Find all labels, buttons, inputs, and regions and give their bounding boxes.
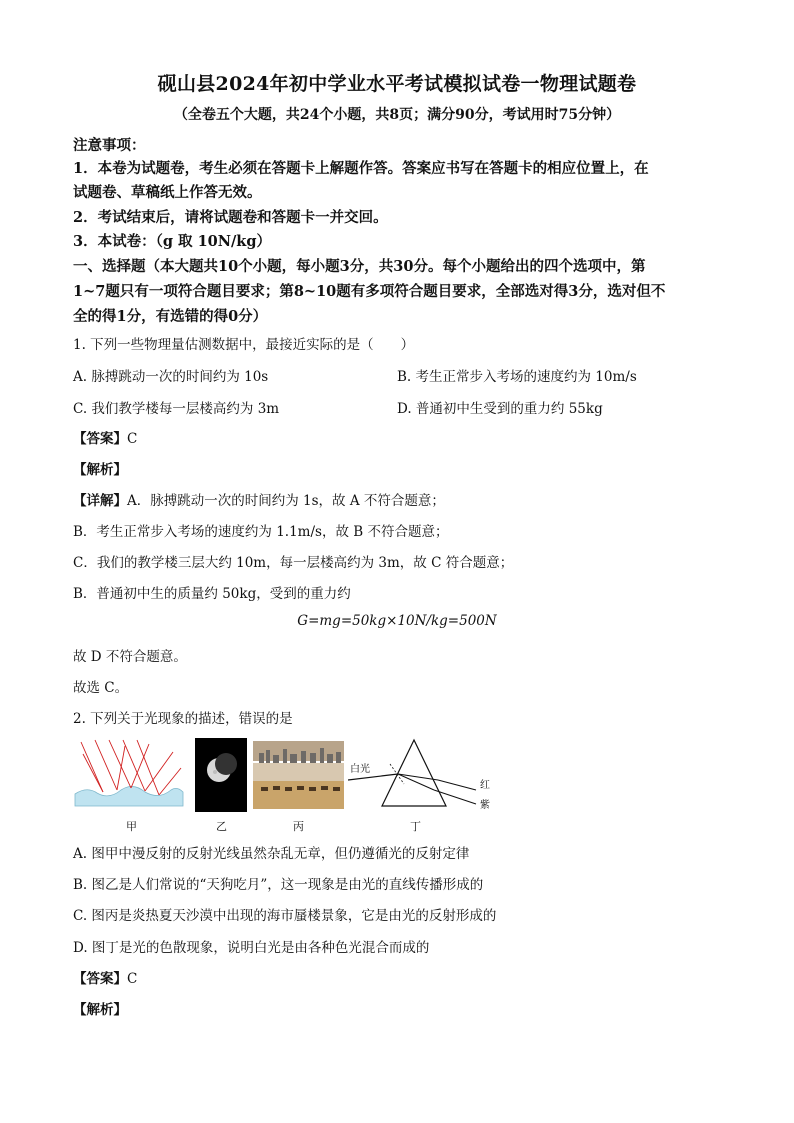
answer-value: C	[127, 971, 138, 987]
q1-formula: G=mg=50kg×10N/kg=500N	[297, 613, 497, 629]
detail-text: A．脉搏跳动一次的时间约为 1s，故 A 不符合题意；	[127, 493, 445, 509]
q1-detail-4: B．普通初中生的质量约 50kg，受到的重力约	[73, 586, 351, 602]
page-subtitle: （全卷五个大题，共24个小题，共8页；满分90分，考试用时75分钟）	[173, 107, 621, 123]
answer-tag: 【答案】	[73, 431, 127, 447]
notice-item-1-line-1: 1．本卷为试题卷，考生必须在答题卡上解题作答。答案应书写在答题卡的相应位置上，在	[73, 160, 649, 177]
figure-lunar-eclipse	[195, 738, 247, 812]
notice-item-2: 2．考试结束后，请将试题卷和答题卡一并交回。	[73, 209, 388, 226]
page-title: 砚山县2024年初中学业水平考试模拟试卷一物理试题卷	[157, 73, 637, 95]
figure-label-ding: 丁	[410, 820, 421, 833]
q2-analysis-tag	[73, 998, 127, 1018]
notice-heading: 注意事项：	[73, 137, 146, 154]
figure-mirage	[253, 741, 344, 809]
section-1-line-3: 全的得1分，有选错的得0分）	[73, 308, 268, 325]
q1-detail-1	[73, 489, 445, 509]
q2-option-d: D. 图丁是光的色散现象，说明白光是由各种色光混合而成的	[73, 940, 430, 956]
q1-answer	[73, 427, 137, 447]
q2-option-b: B. 图乙是人们常说的“天狗吃月”，这一现象是由光的直线传播形成的	[73, 877, 484, 893]
q1-detail-3: C．我们的教学楼三层大约 10m，每一层楼高约为 3m，故 C 符合题意；	[73, 555, 514, 571]
prism-label-red: 红	[480, 780, 490, 791]
q2-option-c: C. 图丙是炎热夏天沙漠中出现的海市蜃楼景象，它是由光的反射形成的	[73, 908, 497, 924]
answer-value: C	[127, 431, 138, 447]
answer-tag: 【答案】	[73, 971, 127, 987]
notice-item-3: 3．本试卷：（g 取 10N/kg）	[73, 233, 271, 250]
figure-label-bing: 丙	[293, 820, 304, 833]
figure-label-yi: 乙	[216, 820, 227, 833]
q1-stem: 1. 下列一些物理量估测数据中，最接近实际的是（ ）	[73, 337, 415, 353]
q1-option-c: C. 我们教学楼每一层楼高约为 3m	[73, 401, 280, 417]
q1-analysis-tag	[73, 458, 127, 478]
section-1-line-1: 一、选择题（本大题共10个小题，每小题3分，共30分。每个小题给出的四个选项中，第	[73, 258, 646, 275]
q2-stem: 2. 下列关于光现象的描述，错误的是	[73, 711, 293, 727]
q1-conclusion: 故选 C。	[73, 680, 129, 696]
q2-option-a: A. 图甲中漫反射的反射光线虽然杂乱无章，但仍遵循光的反射定律	[73, 846, 470, 862]
analysis-tag: 【解析】	[73, 462, 127, 478]
notice-item-1-line-2: 试题卷、草稿纸上作答无效。	[73, 184, 262, 201]
figure-label-jia: 甲	[126, 820, 137, 833]
q1-option-d: D. 普通初中生受到的重力约 55kg	[397, 401, 603, 417]
q1-option-b: B. 考生正常步入考场的速度约为 10m/s	[397, 369, 637, 385]
q2-answer	[73, 967, 137, 987]
prism-label-white: 白光	[350, 764, 370, 775]
analysis-tag: 【解析】	[73, 1002, 127, 1018]
section-1-line-2: 1~7题只有一项符合题目要求；第8~10题有多项符合题目要求，全部选对得3分，选对但不	[73, 283, 666, 300]
detail-tag: 【详解】	[73, 493, 127, 509]
prism-label-violet: 紫	[480, 800, 490, 811]
figure-diffuse-reflection	[73, 738, 185, 808]
q1-option-a: A. 脉搏跳动一次的时间约为 10s	[73, 369, 269, 385]
q1-detail-5: 故 D 不符合题意。	[73, 649, 187, 665]
figure-prism-dispersion	[348, 736, 498, 812]
q1-detail-2: B．考生正常步入考场的速度约为 1.1m/s，故 B 不符合题意；	[73, 524, 449, 540]
